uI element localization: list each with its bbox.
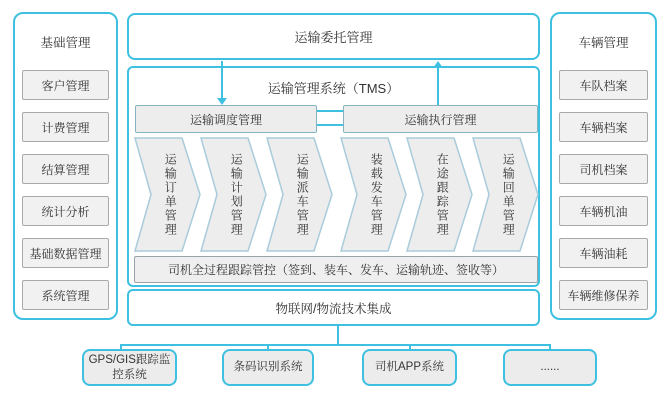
panel-item-vehicle-archive: 车辆档案 — [559, 112, 648, 142]
transport-dispatch-box: 运输调度管理 — [135, 105, 317, 133]
chevron-label: 运输计划管理 — [229, 152, 244, 237]
chevron-label: 在途跟踪管理 — [435, 152, 450, 237]
arrow-down-icon — [217, 98, 227, 105]
vehicle-management-title: 车辆管理 — [578, 36, 629, 50]
panel-item-billing: 计费管理 — [22, 112, 109, 142]
panel-item-statistics: 统计分析 — [22, 196, 109, 226]
tree-stem-line — [337, 326, 339, 344]
chevron-label: 运输派车管理 — [295, 152, 310, 237]
chevron-label: 运输回单管理 — [501, 152, 516, 237]
dispatch-execution-connector — [317, 110, 343, 126]
gps-gis-system-box: GPS/GIS跟踪监控系统 — [82, 349, 177, 386]
panel-item-fleet-archive: 车队档案 — [559, 70, 648, 100]
arrow-up-icon — [433, 61, 443, 68]
panel-item-vehicle-oil: 车辆机油 — [559, 196, 648, 226]
basic-management-panel — [13, 12, 118, 320]
panel-item-driver-archive: 司机档案 — [559, 154, 648, 184]
panel-item-basic-data: 基础数据管理 — [22, 238, 109, 268]
panel-item-system: 系统管理 — [22, 280, 109, 310]
down-arrow-line — [221, 61, 223, 99]
panel-item-fuel-consumption: 车辆油耗 — [559, 238, 648, 268]
driver-app-system-box: 司机APP系统 — [362, 349, 457, 386]
transport-execution-box: 运输执行管理 — [343, 105, 538, 133]
driver-tracking-box: 司机全过程跟踪管控（签到、装车、发车、运输轨迹、签收等） — [134, 256, 538, 283]
chevron-vehicle-assign — [266, 137, 334, 252]
tree-horizontal-line — [120, 344, 551, 346]
panel-item-customer: 客户管理 — [22, 70, 109, 100]
panel-item-maintenance: 车辆维修保养 — [559, 280, 648, 310]
tms-title: 运输管理系统（TMS） — [267, 81, 400, 96]
panel-item-settlement: 结算管理 — [22, 154, 109, 184]
barcode-system-box: 条码识别系统 — [222, 349, 314, 386]
chevron-transport-plan — [200, 137, 268, 252]
chevron-transport-order — [134, 137, 202, 252]
chevron-receipt — [472, 137, 540, 252]
chevron-load-departure — [340, 137, 408, 252]
iot-integration-box: 物联网/物流技术集成 — [127, 289, 540, 326]
more-systems-box: ...... — [503, 349, 597, 386]
chevron-in-transit-tracking — [406, 137, 474, 252]
basic-management-title: 基础管理 — [40, 36, 91, 50]
up-arrow-line — [437, 68, 439, 105]
chevron-label: 装载发车管理 — [369, 152, 384, 237]
transport-commission-box: 运输委托管理 — [127, 13, 540, 60]
chevron-label: 运输订单管理 — [163, 152, 178, 237]
vehicle-management-panel — [550, 12, 657, 320]
